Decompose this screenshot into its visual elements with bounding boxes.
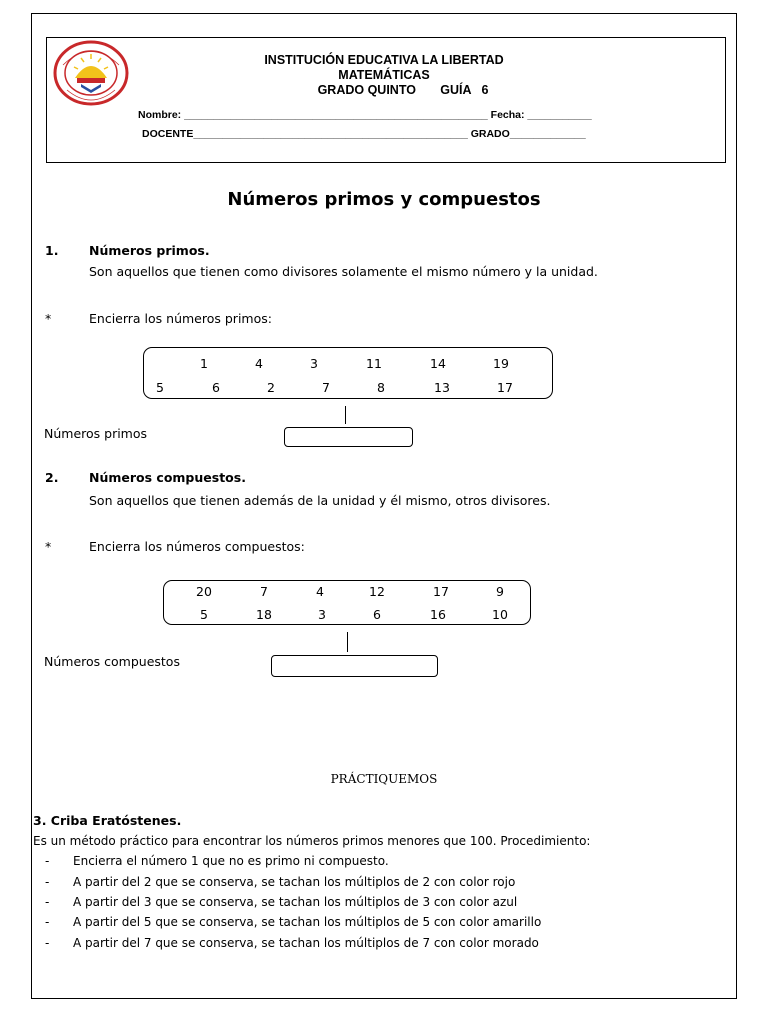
list-dash: - [45, 895, 50, 909]
section1-definition: Son aquellos que tienen como divisores solamente el mismo número y la unidad. [89, 264, 598, 279]
section2-definition: Son aquellos que tienen además de la unidad y él mismo, otros divisores. [89, 493, 551, 508]
number-cell[interactable]: 9 [496, 584, 504, 599]
list-dash: - [45, 854, 50, 868]
list-item: A partir del 2 que se conserva, se tachan los múltiplos de 2 con color rojo [73, 875, 516, 889]
list-item: A partir del 7 que se conserva, se tachan los múltiplos de 7 con color morado [73, 936, 539, 950]
practice-heading: PRÁCTIQUEMOS [330, 772, 438, 786]
list-item: A partir del 3 que se conserva, se tachan los múltiplos de 3 con color azul [73, 895, 518, 909]
section1-instruction: Encierra los números primos: [89, 311, 272, 326]
number-cell[interactable]: 5 [200, 607, 208, 622]
composites-number-box [163, 580, 531, 625]
number-cell[interactable]: 14 [430, 356, 446, 371]
teacher-grade-field[interactable]: DOCENTE_______________________________________________ GRADO_____________ [142, 128, 586, 140]
list-dash: - [45, 875, 50, 889]
number-cell[interactable]: 16 [430, 607, 446, 622]
list-dash: - [45, 915, 50, 929]
number-cell[interactable]: 20 [196, 584, 212, 599]
section2-number: 2. [45, 470, 59, 485]
list-item: A partir del 5 que se conserva, se tachan los múltiplos de 5 con color amarillo [73, 915, 542, 929]
number-cell[interactable]: 7 [260, 584, 268, 599]
number-cell[interactable]: 11 [366, 356, 382, 371]
number-cell[interactable]: 17 [497, 380, 513, 395]
composites-answer-label: Números compuestos [44, 654, 180, 669]
number-cell[interactable]: 8 [377, 380, 385, 395]
institution-name: INSTITUCIÓN EDUCATIVA LA LIBERTAD [264, 53, 504, 67]
list-dash: - [45, 936, 50, 950]
number-cell[interactable]: 7 [322, 380, 330, 395]
section1-heading: Números primos. [89, 243, 210, 258]
page-title: Números primos y compuestos [227, 189, 541, 210]
section2-heading: Números compuestos. [89, 470, 246, 485]
number-cell[interactable]: 5 [156, 380, 164, 395]
section1-bullet: * [45, 311, 52, 326]
number-cell[interactable]: 3 [310, 356, 318, 371]
number-cell[interactable]: 4 [255, 356, 263, 371]
section3-intro: Es un método práctico para encontrar los números primos menores que 100. Procedimiento: [33, 834, 591, 848]
number-cell[interactable]: 19 [493, 356, 509, 371]
primes-answer-box[interactable] [284, 427, 413, 447]
connector-line [345, 406, 346, 424]
section1-number: 1. [45, 243, 59, 258]
number-cell[interactable]: 17 [433, 584, 449, 599]
number-cell[interactable]: 1 [200, 356, 208, 371]
section2-bullet: * [45, 539, 52, 554]
number-cell[interactable]: 6 [212, 380, 220, 395]
number-cell[interactable]: 3 [318, 607, 326, 622]
section2-instruction: Encierra los números compuestos: [89, 539, 305, 554]
connector-line [347, 632, 348, 652]
primes-answer-label: Números primos [44, 426, 148, 441]
name-date-field[interactable]: Nombre: ____________________________________________________ Fecha: ___________ [138, 109, 592, 121]
composites-answer-box[interactable] [271, 655, 438, 677]
number-cell[interactable]: 10 [492, 607, 508, 622]
subject-name: MATEMÁTICAS [338, 68, 430, 82]
primes-number-box [143, 347, 553, 399]
number-cell[interactable]: 6 [373, 607, 381, 622]
number-cell[interactable]: 18 [256, 607, 272, 622]
number-cell[interactable]: 12 [369, 584, 385, 599]
list-item: Encierra el número 1 que no es primo ni compuesto. [73, 854, 389, 868]
number-cell[interactable]: 4 [316, 584, 324, 599]
number-cell[interactable]: 13 [434, 380, 450, 395]
grade-guide: GRADO QUINTO GUÍA 6 [317, 83, 489, 97]
section3-heading: 3. Criba Eratóstenes. [33, 813, 182, 828]
number-cell[interactable]: 2 [267, 380, 275, 395]
